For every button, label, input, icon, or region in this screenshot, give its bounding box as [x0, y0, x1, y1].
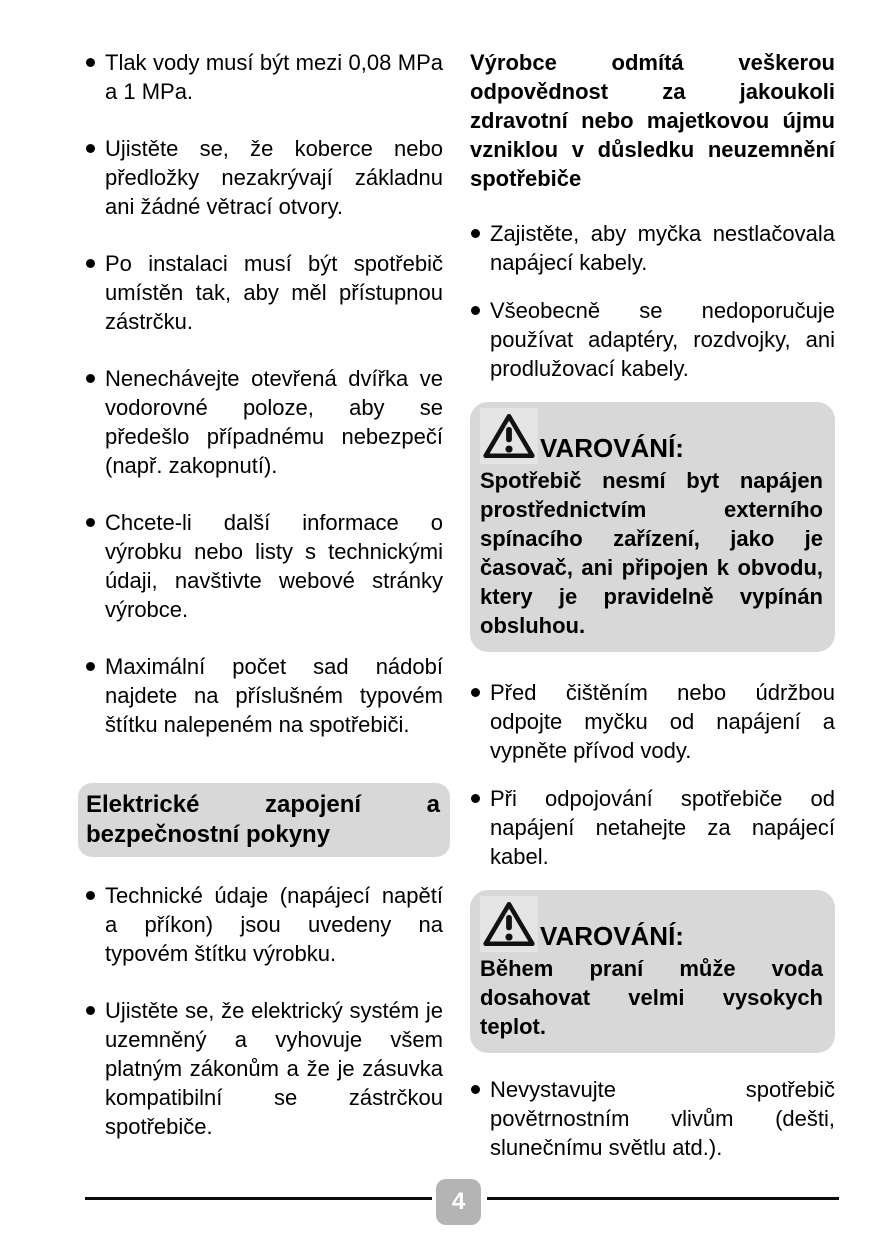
warning-text: Spotřebič nesmí byt napájen prostřednictvím externího spínacího zařízení, jako je časovač, ani připojen k obvodu, ktery je pravidelně vypínán obsluhou.: [480, 468, 823, 638]
list-item-text: Všeobecně se nedoporučuje používat adaptéry, rozdvojky, ani prodlužovací kabely.: [490, 298, 835, 381]
bullet-dot-icon: [471, 1085, 480, 1094]
warning-box: [470, 402, 835, 652]
list-item-text: Technické údaje (napájecí napětí a příkon) jsou uvedeny na typovém štítku výrobku.: [105, 883, 443, 966]
bullet-dot-icon: [86, 58, 95, 67]
list-item-text: Maximální počet sad nádobí najdete na příslušném typovém štítku nalepeném na spotřebiči.: [105, 654, 443, 737]
bullet-dot-icon: [86, 518, 95, 527]
section-heading: Elektrické zapojení a bezpečnostní pokyny: [78, 783, 450, 857]
list-item-text: Ujistěte se, že koberce nebo předložky nezakrývají základnu ani žádné větrací otvory.: [105, 136, 443, 219]
bullet-dot-icon: [471, 688, 480, 697]
bullet-dot-icon: [86, 662, 95, 671]
bullet-dot-icon: [471, 306, 480, 315]
list-item-text: Zajistěte, aby myčka nestlačovala napájecí kabely.: [490, 221, 835, 275]
list-item: [470, 678, 835, 765]
bullet-dot-icon: [86, 1006, 95, 1015]
list-item: [85, 996, 443, 1141]
warning-header: [480, 896, 823, 952]
list-item-text: Před čištěním nebo údržbou odpojte myčku od napájení a vypněte přívod vody.: [490, 680, 835, 763]
list-item-text: Tlak vody musí být mezi 0,08 MPa a 1 MPa.: [105, 50, 443, 104]
list-item: [85, 508, 443, 624]
list-item-text: Chcete-li další informace o výrobku nebo listy s technickými údaji, navštivte webové stránky výrobce.: [105, 510, 443, 622]
list-item: [470, 219, 835, 277]
right-column: [470, 48, 835, 1162]
list-item: [470, 296, 835, 383]
bullet-dot-icon: [86, 259, 95, 268]
bullet-dot-icon: [471, 229, 480, 238]
list-item-text: Ujistěte se, že elektrický systém je uzemněný a vyhovuje všem platným zákonům a že je zásuvka kompatibilní se zástrčkou spotřebiče.: [105, 998, 443, 1139]
list-item: [85, 881, 443, 968]
warning-triangle-icon: [480, 408, 538, 464]
list-item: [85, 364, 443, 480]
warning-text: Během praní může voda dosahovat velmi vysokych teplot.: [480, 956, 823, 1039]
warning-title: VAROVÁNÍ:: [540, 921, 684, 951]
warning-triangle-icon: [480, 896, 538, 952]
warning-box: [470, 890, 835, 1053]
list-item: [85, 652, 443, 739]
list-item: [470, 784, 835, 871]
footer-rule-right: [487, 1197, 839, 1200]
list-item: [85, 134, 443, 221]
page-number-badge: 4: [436, 1179, 481, 1225]
bullet-dot-icon: [471, 794, 480, 803]
list-item: [85, 249, 443, 336]
bullet-dot-icon: [86, 374, 95, 383]
list-item-text: Nevystavujte spotřebič povětrnostním vlivům (dešti, slunečnímu světlu atd.).: [490, 1077, 835, 1160]
list-item-text: Při odpojování spotřebiče od napájení netahejte za napájecí kabel.: [490, 786, 835, 869]
list-item-text: Po instalaci musí být spotřebič umístěn tak, aby měl přístupnou zástrčku.: [105, 251, 443, 334]
left-column: [85, 48, 443, 1141]
warning-title: VAROVÁNÍ:: [540, 433, 684, 463]
list-item: [470, 1075, 835, 1162]
intro-paragraph: Výrobce odmítá veškerou odpovědnost za jakoukoli zdravotní nebo majetkovou újmu vzniklou v důsledku neuzemnění spotřebiče: [470, 50, 835, 191]
bullet-dot-icon: [86, 891, 95, 900]
list-item-text: Nenechávejte otevřená dvířka ve vodorovné poloze, aby se předešlo případnému nebezpečí (např. zakopnutí).: [105, 366, 443, 478]
warning-header: [480, 408, 823, 464]
footer-rule-left: [85, 1197, 432, 1200]
list-item: [85, 48, 443, 106]
bullet-dot-icon: [86, 144, 95, 153]
